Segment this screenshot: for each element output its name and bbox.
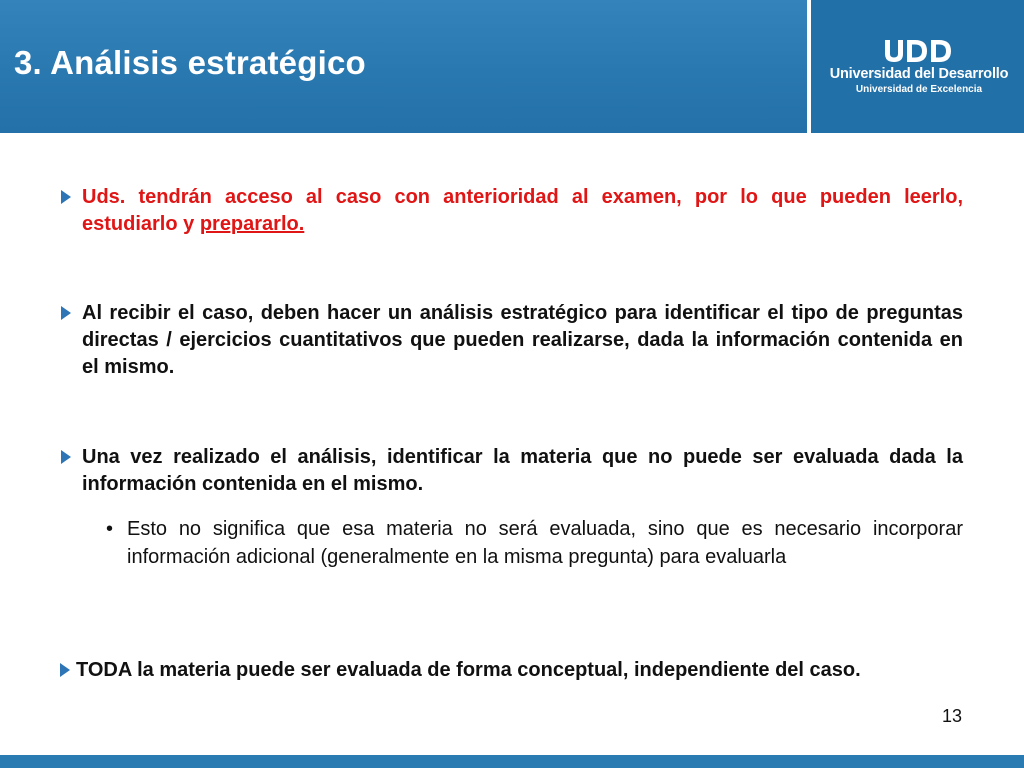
bullet-item xyxy=(82,184,963,238)
logo-tagline: Universidad de Excelencia xyxy=(855,84,983,95)
triangle-bullet-icon xyxy=(61,306,71,320)
page-number: 13 xyxy=(941,706,962,726)
bullet-item xyxy=(82,300,963,381)
bullet-text: Uds. tendrán acceso al caso con anterioridad al examen, por lo que pueden leerlo, estudiarlo y xyxy=(82,186,963,235)
udd-logo-mark xyxy=(883,40,955,64)
slide-title: 3. Análisis estratégico xyxy=(14,44,366,81)
dot-bullet-icon: • xyxy=(106,518,114,540)
triangle-bullet-icon xyxy=(60,663,70,677)
prepare-link[interactable]: prepararlo. xyxy=(199,213,305,235)
bullet-text: Una vez realizado el análisis, identificar la materia que no puede ser evaluada dada la información contenida en el mismo. xyxy=(82,446,963,495)
bullet-text: TODA la materia puede ser evaluada de forma conceptual, independiente del caso. xyxy=(76,659,861,681)
bullet-item xyxy=(76,657,963,684)
sub-bullet-text: Esto no significa que esa materia no será evaluada, sino que es necesario incorporar información adicional (generalmente en la misma pregunta) para evaluarla xyxy=(127,518,963,568)
triangle-bullet-icon xyxy=(61,450,71,464)
sub-bullet-item xyxy=(106,515,963,571)
footer-bar xyxy=(0,755,1024,768)
bullet-item xyxy=(82,444,963,498)
triangle-bullet-icon xyxy=(61,190,71,204)
logo-university-name: Universidad del Desarrollo xyxy=(829,66,1009,82)
bullet-text: Al recibir el caso, deben hacer un análisis estratégico para identificar el tipo de preguntas directas / ejercicios cuantitativos que pueden realizarse, dada la información contenida en el mismo. xyxy=(82,302,963,378)
